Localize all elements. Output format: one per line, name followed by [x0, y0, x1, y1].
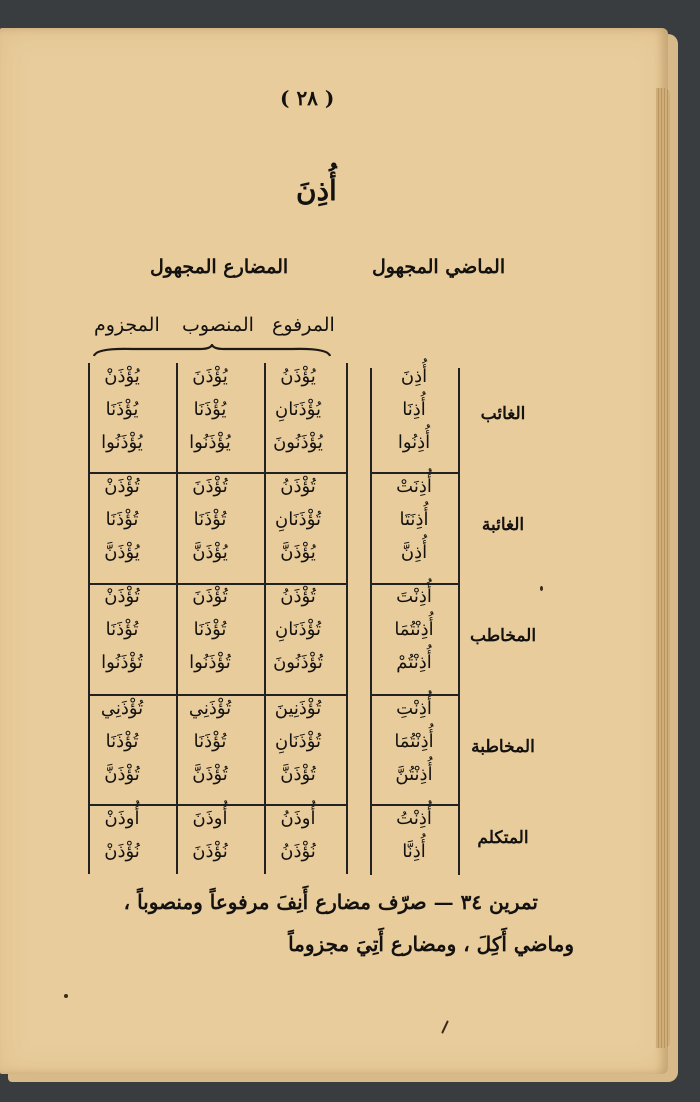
majzum-form: تُؤْذَنْ — [104, 476, 140, 497]
table-divider — [346, 363, 348, 874]
person-label: المتكلم — [477, 828, 529, 848]
past-form: أُذِنُوا — [397, 432, 431, 453]
person-label: الغائب — [480, 404, 526, 424]
marfu-form: يُؤْذَنَانِ — [274, 399, 322, 420]
past-form: أُذِنَا — [402, 399, 426, 420]
majzum-form: تُؤْذَنَا — [105, 619, 139, 640]
marfu-form: تُؤْذَنَانِ — [274, 731, 322, 752]
majzum-form: يُؤْذَنُوا — [101, 432, 143, 453]
paper-speck — [64, 994, 68, 998]
majzum-form: تُؤْذَنِي — [100, 698, 144, 719]
marfu-form: يُؤْذَنَّ — [280, 542, 316, 563]
page-edges — [656, 88, 670, 1048]
mansub-form: يُؤْذَنُوا — [189, 432, 231, 453]
past-form: أُذِنْتُمَا — [394, 731, 434, 752]
table-divider — [458, 368, 460, 875]
mansub-form: يُؤْذَنَّ — [192, 542, 228, 563]
marfu-form: تُؤْذَنُ — [280, 586, 316, 607]
person-label: الغائبة — [481, 515, 525, 535]
majzum-form: يُؤْذَنْ — [104, 366, 140, 387]
majzum-form: تُؤْذَنَّ — [104, 764, 140, 785]
marfu-form: يُؤْذَنُ — [280, 366, 316, 387]
majzum-form: نُؤْذَنْ — [104, 841, 140, 862]
marfu-header: المرفوع — [272, 314, 335, 336]
past-form: أُذِنَّ — [400, 542, 428, 563]
mansub-header: المنصوب — [182, 314, 254, 336]
majzum-form: يُؤْذَنَّ — [104, 542, 140, 563]
person-label: المخاطبة — [471, 737, 535, 757]
past-form: أُذِنْتُمَا — [394, 619, 434, 640]
mansub-form: تُؤْذَنَ — [192, 586, 228, 607]
present-passive-header: المضارع المجهول — [150, 256, 289, 278]
header-brace — [92, 344, 332, 360]
majzum-form: تُؤْذَنَا — [105, 509, 139, 530]
past-form: أُذِنْتَ — [396, 586, 432, 607]
marfu-form: تُؤْذَنَّ — [280, 764, 316, 785]
book-page — [0, 28, 668, 1074]
majzum-form: أُوذَنْ — [104, 808, 140, 829]
majzum-form: تُؤْذَنَا — [105, 731, 139, 752]
past-form: أُذِنَّا — [402, 841, 426, 862]
past-form: أُذِنْتِ — [396, 698, 432, 719]
marfu-form: تُؤْذَنَانِ — [274, 619, 322, 640]
past-form: أُذِنْتُنَّ — [395, 764, 433, 785]
past-form: أُذِنَتَا — [399, 509, 429, 530]
past-form: أُذِنَ — [400, 366, 428, 387]
majzum-form: يُؤْذَنَا — [105, 399, 139, 420]
mansub-form: تُؤْذَنَا — [193, 509, 227, 530]
person-label: المخاطب — [469, 626, 537, 646]
exercise-line-1: تمرين ٣٤ — صرّف مضارع أَنِفَ مرفوعاً ومنصوباً ، — [123, 890, 538, 914]
marfu-form: أُوذَنُ — [280, 808, 316, 829]
majzum-header: المجزوم — [94, 314, 160, 336]
mansub-form: تُؤْذَنِي — [188, 698, 232, 719]
exercise-line-2: وماضي أَكِلَ ، ومضارع أَتِيَ مجزوماً — [288, 932, 574, 956]
marfu-form: تُؤْذَنُونَ — [273, 652, 323, 673]
marfu-form: نُؤْذَنُ — [280, 841, 316, 862]
paper-speck — [540, 586, 543, 591]
page-number: ( ٢٨ ) — [280, 86, 335, 110]
mansub-form: تُؤْذَنَا — [193, 619, 227, 640]
mansub-form: تُؤْذَنَ — [192, 476, 228, 497]
table-divider — [370, 368, 372, 875]
mansub-form: تُؤْذَنُوا — [189, 652, 231, 673]
marfu-form: تُؤْذَنَانِ — [274, 509, 322, 530]
mansub-form: أُوذَنَ — [192, 808, 228, 829]
past-form: أُذِنْتُ — [396, 808, 432, 829]
majzum-form: تُؤْذَنْ — [104, 586, 140, 607]
mansub-form: تُؤْذَنَا — [193, 731, 227, 752]
mansub-form: يُؤْذَنَا — [193, 399, 227, 420]
past-form: أُذِنْتُمْ — [396, 652, 432, 673]
marfu-form: تُؤْذَنُ — [280, 476, 316, 497]
mansub-form: نُؤْذَنَ — [192, 841, 228, 862]
past-passive-header: الماضي المجهول — [372, 256, 506, 278]
mansub-form: يُؤْذَنَ — [192, 366, 228, 387]
past-form: أُذِنَتْ — [396, 476, 432, 497]
root-verb-title: أُذِنَ — [296, 174, 337, 207]
marfu-form: تُؤْذَنِينَ — [274, 698, 322, 719]
paper-speck — [441, 1020, 449, 1034]
mansub-form: تُؤْذَنَّ — [192, 764, 228, 785]
marfu-form: يُؤْذَنُونَ — [273, 432, 323, 453]
majzum-form: تُؤْذَنُوا — [101, 652, 143, 673]
